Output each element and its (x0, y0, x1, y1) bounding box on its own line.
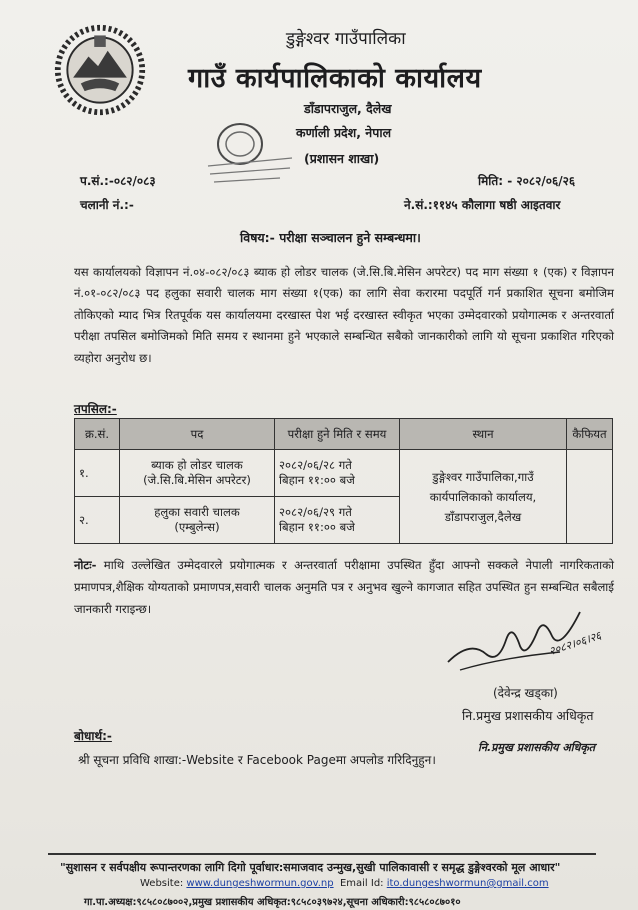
address-line-2: कर्णाली प्रदेश, नेपाल (296, 125, 392, 140)
municipality-name: डुङ्गेश्वर गाउँपालिका (286, 29, 406, 49)
row-exam-datetime (275, 497, 400, 544)
note-text: माथि उल्लेखित उम्मेदवारले प्रयोगात्मक र अन्तरवार्ता परीक्षामा उपस्थित हुँदा आफ्नो सक्कले नेपाली नागरिकताको प्रमाणपत्र,शैक्षिक योग्यताको प्रमाणपत्र,सवारी चालक अनुमति पत्र र अनुभव खुल्ने कागजात सहित उपस्थित हुन सम्बन्धित सबैलाई जानकारी गराइन्छ। (74, 558, 614, 616)
exam-schedule-table (74, 418, 613, 544)
office-title: गाउँ कार्यपालिकाको कार्यालय (188, 63, 482, 94)
signatory-name: (देवेन्द्र खड्का) (493, 686, 558, 700)
header-serial: क्र.सं. (75, 419, 120, 450)
exam-time: बिहान ११:०० बजे (279, 520, 355, 534)
place-line-1: डुङ्गेश्वर गाउँपालिका,गाउँ (432, 469, 534, 484)
exam-date: २०८२/०६/२८ गते (279, 458, 352, 472)
footer-phone-numbers: गा.पा.अध्यक्ष:९८५८०८७००२,प्रमुख प्रशासकीय अधिकृत:९८५८०३९७२४,सूचना अधिकारी:९८५८०८७०१० (84, 897, 461, 908)
letter-subject: विषय:- परीक्षा सञ्चालन हुने सम्बन्धमा। (240, 230, 421, 245)
note-label: नोटः- (74, 558, 97, 572)
header-exam-date: परीक्षा हुने मिति र समय (275, 419, 400, 450)
place-line-3: डाँडापराजुल,दैलेख (444, 509, 522, 524)
exam-date: २०८२/०६/२९ गते (279, 505, 352, 519)
post-name: ब्याक हो लोडर चालक (151, 458, 243, 472)
post-detail: (जे.सि.बि.मेसिन अपरेटर) (143, 473, 251, 487)
website-label: Website: (140, 878, 187, 889)
section-name: (प्रशासन शाखा) (304, 151, 380, 166)
nepal-sambat-date: ने.सं.:११४५ कौलागा षष्ठी आइतवार (404, 198, 561, 212)
letter-date: मिति: - २०८२/०६/२६ (478, 174, 576, 188)
nepal-emblem-icon (52, 22, 148, 118)
row-post (120, 497, 275, 544)
row-serial: १. (75, 450, 120, 497)
row-exam-datetime (275, 450, 400, 497)
cc-text: श्री सूचना प्रविधि शाखा:-Website र Facebook Pageमा अपलोड गरिदिनुहुन। (78, 753, 436, 767)
letter-body: यस कार्यालयको विज्ञापन नं.०४-०८२/०८३ ब्याक हो लोडर चालक (जे.सि.बि.मेसिन अपरेटर) पद माग संख्या १ (एक) र विज्ञापन नं.०१-०८२/०८३ पद हलुका सवारी चालक माग संख्या १(एक) का लागि सेवा करारमा पदपूर्ति गर्न प्रकाशित सूचना बमोजिम तोकिएको म्याद भित्र रितपूर्वक यस कार्यालयमा दरखास्त पेश भई दरखास्त स्वीकृत भएका उम्मेदवारको प्रयोगात्मक र अन्तरवार्ता परीक्षा तपसिल बमोजिमको मिति समय र स्थानमा हुने भएकाले सम्बन्धित सबैको जानकारीको लागि यो सूचना प्रकाशित गरिएको व्यहोरा अनुरोध छ। (74, 265, 614, 365)
reference-number: प.सं.:-०८२/०८३ (80, 174, 156, 188)
exam-place (400, 450, 567, 544)
header-place: स्थान (400, 419, 567, 450)
footer-motto: "सुशासन र सर्वपक्षीय रूपान्तरणका लागि दिगो पूर्वाधार:समाजवाद उन्मुख,सुखी पालिकावासी र समृद्ध डुङ्गेश्वरको मूल आधार" (60, 861, 561, 874)
handwritten-date: २०८२।०६।२६ (547, 628, 603, 659)
place-line-2: कार्यपालिकाको कार्यालय, (429, 489, 537, 504)
table-header-row (75, 419, 613, 450)
exam-time: बिहान ११:०० बजे (279, 473, 355, 487)
cc-label: बोधार्थ:- (74, 729, 112, 743)
email-label: Email Id: (339, 878, 387, 889)
row-remarks (567, 450, 613, 544)
footer-contact (140, 878, 549, 889)
website-link[interactable]: www.dungeshwormun.gov.np (186, 878, 334, 889)
signatory-stamp: नि.प्रमुख प्रशासकीय अधिकृत (478, 741, 596, 754)
row-post (120, 450, 275, 497)
row-serial: २. (75, 497, 120, 544)
header-remarks: कैफियत (567, 419, 613, 450)
schedule-label: तपसिल:- (74, 402, 117, 416)
post-detail: (एम्बुलेन्स) (174, 520, 220, 534)
header-post: पद (120, 419, 275, 450)
address-line-1: डाँडापराजुल, दैलेख (304, 101, 392, 116)
office-stamp-icon (200, 118, 300, 190)
email-link[interactable]: ito.dungeshwormun@gmail.com (386, 878, 549, 889)
footer-divider (48, 853, 596, 855)
dispatch-number: चलानी नं.:- (80, 198, 134, 212)
table-row (75, 450, 613, 497)
post-name: हलुका सवारी चालक (154, 505, 240, 519)
signatory-title: नि.प्रमुख प्रशासकीय अधिकृत (462, 708, 594, 723)
